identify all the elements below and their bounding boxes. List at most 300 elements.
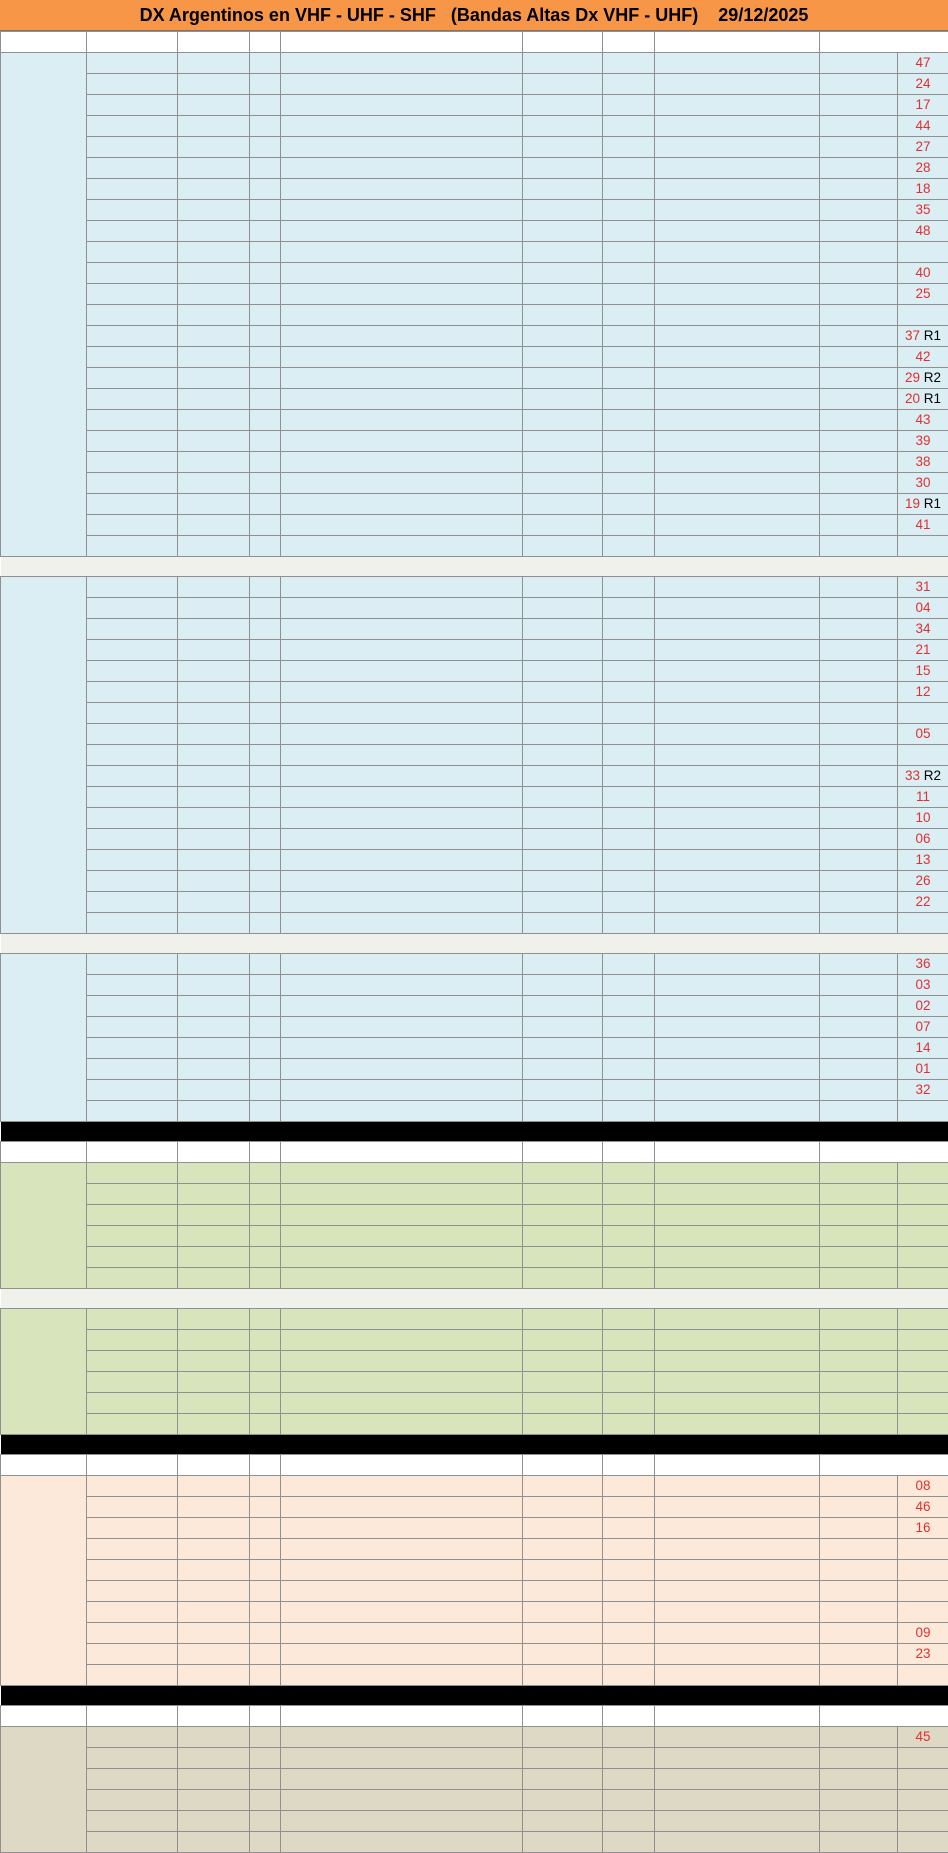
presentation-number-cell (898, 640, 948, 661)
table-row (1, 1351, 948, 1372)
date-cell (523, 577, 603, 598)
column-header (250, 1455, 281, 1476)
distance-cell (178, 116, 250, 137)
mode-cell (87, 1247, 178, 1268)
presentation-number-cell (898, 179, 948, 200)
table-row (1, 661, 948, 682)
mode-cell (87, 221, 178, 242)
date-cell (523, 368, 603, 389)
presentation-number: 09 (915, 1625, 930, 1640)
empty-cell (281, 745, 523, 766)
blank-row (1, 1268, 948, 1289)
number-cell (250, 473, 281, 494)
presentation-number-cell (898, 473, 948, 494)
qso-cell (281, 1080, 523, 1101)
column-header (655, 1142, 820, 1163)
number-cell (250, 892, 281, 913)
empty-cell (250, 1665, 281, 1686)
date-cell (523, 137, 603, 158)
empty-cell (655, 913, 820, 934)
qsl-cell (603, 263, 655, 284)
presentation-number: 04 (915, 600, 930, 615)
qso-cell (281, 1205, 523, 1226)
mode-cell (87, 116, 178, 137)
empty-cell (87, 536, 178, 557)
column-header (820, 1142, 948, 1163)
empty-cell (898, 1539, 948, 1560)
group-divider (1, 557, 948, 577)
empty-cell (178, 1748, 250, 1769)
empty-cell (250, 305, 281, 326)
empty-cell (603, 913, 655, 934)
table-row (1, 410, 948, 431)
empty-cell (281, 1268, 523, 1289)
qso-cell (281, 682, 523, 703)
presentation-number: 18 (915, 181, 930, 196)
distance-cell (178, 137, 250, 158)
presentation-number-cell (898, 200, 948, 221)
date-cell (523, 1476, 603, 1497)
info-cell (655, 368, 820, 389)
number-cell (250, 1560, 281, 1581)
empty-cell (178, 242, 250, 263)
date-cell (523, 1205, 603, 1226)
empty-cell (523, 536, 603, 557)
empty-cell (87, 1790, 178, 1811)
date-cell (523, 53, 603, 74)
empty-cell (523, 1268, 603, 1289)
empty-cell (603, 1748, 655, 1769)
date-cell (523, 682, 603, 703)
presentation-date-cell (820, 1247, 898, 1268)
qsl-cell (603, 1581, 655, 1602)
empty-cell (523, 1330, 603, 1351)
qsl-cell (603, 598, 655, 619)
empty-cell (87, 1226, 178, 1247)
date-cell (523, 1080, 603, 1101)
distance-cell (178, 410, 250, 431)
mode-cell (87, 179, 178, 200)
mode-cell (87, 1497, 178, 1518)
empty-cell (655, 1372, 820, 1393)
qsl-cell (603, 829, 655, 850)
presentation-date-cell (820, 1623, 898, 1644)
qsl-cell (603, 1163, 655, 1184)
table-row (1, 473, 948, 494)
number-cell (250, 640, 281, 661)
column-header (820, 32, 948, 53)
empty-cell (898, 1832, 948, 1853)
date-cell (523, 1623, 603, 1644)
empty-cell (178, 1184, 250, 1205)
info-cell (655, 598, 820, 619)
presentation-number: 39 (915, 433, 930, 448)
info-cell (655, 431, 820, 452)
empty-cell (87, 242, 178, 263)
distance-cell (178, 1476, 250, 1497)
table-row (1, 640, 948, 661)
blank-row (1, 1602, 948, 1623)
empty-cell (281, 913, 523, 934)
presentation-date-cell (820, 1080, 898, 1101)
empty-cell (87, 1665, 178, 1686)
mode-cell (87, 95, 178, 116)
empty-cell (655, 536, 820, 557)
empty-cell (250, 1330, 281, 1351)
empty-cell (523, 1372, 603, 1393)
presentation-number-cell (898, 95, 948, 116)
mode-cell (87, 452, 178, 473)
table-row (1, 1560, 948, 1581)
qso-cell (281, 53, 523, 74)
number-cell (250, 850, 281, 871)
column-header (523, 1706, 603, 1727)
qso-cell (281, 1059, 523, 1080)
empty-cell (250, 1226, 281, 1247)
info-cell (655, 871, 820, 892)
qsl-cell (603, 808, 655, 829)
empty-cell (178, 1832, 250, 1853)
empty-cell (820, 1602, 898, 1623)
qso-cell (281, 200, 523, 221)
date-cell (523, 871, 603, 892)
qsl-cell (603, 452, 655, 473)
qsl-cell (603, 1309, 655, 1330)
distance-cell (178, 577, 250, 598)
date-cell (523, 1811, 603, 1832)
date-cell (523, 850, 603, 871)
info-cell (655, 1811, 820, 1832)
band-label (1, 32, 87, 53)
band-header-row (1, 1455, 948, 1476)
mode-cell (87, 892, 178, 913)
table-row (1, 1497, 948, 1518)
number-cell (250, 95, 281, 116)
empty-cell (87, 913, 178, 934)
table-row (1, 996, 948, 1017)
number-cell (250, 410, 281, 431)
empty-cell (603, 1101, 655, 1122)
mode-cell (87, 1518, 178, 1539)
column-header (281, 1455, 523, 1476)
empty-cell (178, 1414, 250, 1435)
number-cell (250, 766, 281, 787)
mode-cell (87, 410, 178, 431)
info-cell (655, 996, 820, 1017)
info-cell (655, 1393, 820, 1414)
presentation-number-cell (898, 1351, 948, 1372)
distance-cell (178, 53, 250, 74)
presentation-number: 37 (905, 328, 920, 343)
date-cell (523, 515, 603, 536)
date-cell (523, 326, 603, 347)
group-label (1, 53, 87, 557)
table-row (1, 74, 948, 95)
blank-row (1, 1748, 948, 1769)
presentation-number: 20 (905, 391, 920, 406)
qso-cell (281, 1476, 523, 1497)
date-cell (523, 1560, 603, 1581)
group-label (1, 577, 87, 934)
date-cell (523, 1309, 603, 1330)
distance-cell (178, 1769, 250, 1790)
band-divider (1, 1686, 948, 1706)
presentation-number-cell (898, 515, 948, 536)
qsl-cell (603, 368, 655, 389)
qso-cell (281, 347, 523, 368)
presentation-number-cell (898, 431, 948, 452)
distance-cell (178, 221, 250, 242)
date-cell (523, 158, 603, 179)
mode-cell (87, 996, 178, 1017)
qsl-cell (603, 137, 655, 158)
table-row (1, 1205, 948, 1226)
column-header (655, 32, 820, 53)
info-cell (655, 347, 820, 368)
number-cell (250, 1393, 281, 1414)
info-cell (655, 661, 820, 682)
number-cell (250, 808, 281, 829)
qsl-cell (603, 1644, 655, 1665)
presentation-date-cell (820, 452, 898, 473)
presentation-number: 02 (915, 998, 930, 1013)
date-cell (523, 1038, 603, 1059)
distance-cell (178, 326, 250, 347)
group-label (1, 1163, 87, 1289)
empty-cell (87, 745, 178, 766)
table-row (1, 452, 948, 473)
empty-cell (281, 703, 523, 724)
qso-cell (281, 1393, 523, 1414)
empty-cell (655, 1665, 820, 1686)
column-header (655, 1706, 820, 1727)
empty-cell (523, 1790, 603, 1811)
presentation-number: 41 (915, 517, 930, 532)
column-header (87, 1142, 178, 1163)
presentation-number: 36 (915, 956, 930, 971)
info-cell (655, 473, 820, 494)
number-cell (250, 661, 281, 682)
presentation-number: 43 (915, 412, 930, 427)
mode-cell (87, 1623, 178, 1644)
column-header (281, 1142, 523, 1163)
presentation-number-cell (898, 1017, 948, 1038)
blank-row (1, 1101, 948, 1122)
presentation-number-cell (898, 871, 948, 892)
presentation-date-cell (820, 1309, 898, 1330)
presentation-number: 35 (915, 202, 930, 217)
qsl-cell (603, 1017, 655, 1038)
qso-cell (281, 975, 523, 996)
presentation-number-cell (898, 766, 948, 787)
empty-cell (898, 1372, 948, 1393)
blank-row (1, 305, 948, 326)
date-cell (523, 95, 603, 116)
empty-cell (178, 536, 250, 557)
qso-cell (281, 724, 523, 745)
empty-cell (898, 1268, 948, 1289)
info-cell (655, 1644, 820, 1665)
mode-cell (87, 158, 178, 179)
info-cell (655, 494, 820, 515)
presentation-number: 10 (915, 810, 930, 825)
empty-cell (898, 1226, 948, 1247)
presentation-date-cell (820, 179, 898, 200)
presentation-number-cell (898, 1247, 948, 1268)
empty-cell (523, 1226, 603, 1247)
info-cell (655, 389, 820, 410)
presentation-date-cell (820, 221, 898, 242)
qso-cell (281, 263, 523, 284)
qsl-cell (603, 1059, 655, 1080)
qso-cell (281, 640, 523, 661)
number-cell (250, 116, 281, 137)
info-cell (655, 95, 820, 116)
empty-cell (898, 703, 948, 724)
table-row (1, 494, 948, 515)
table-row (1, 389, 948, 410)
date-cell (523, 1017, 603, 1038)
table-row (1, 515, 948, 536)
qso-cell (281, 1351, 523, 1372)
table-row (1, 577, 948, 598)
table-row (1, 1644, 948, 1665)
record-tag: R1 (924, 391, 941, 406)
column-header (281, 32, 523, 53)
presentation-number: 13 (915, 852, 930, 867)
number-cell (250, 1623, 281, 1644)
presentation-number-cell (898, 724, 948, 745)
presentation-number: 30 (915, 475, 930, 490)
presentation-date-cell (820, 1560, 898, 1581)
presentation-number-cell (898, 1393, 948, 1414)
table-row (1, 808, 948, 829)
qsl-cell (603, 431, 655, 452)
empty-cell (603, 745, 655, 766)
table-row (1, 682, 948, 703)
column-header (87, 1706, 178, 1727)
blank-row (1, 1414, 948, 1435)
blank-row (1, 913, 948, 934)
empty-cell (603, 1330, 655, 1351)
column-header (87, 32, 178, 53)
column-header (281, 1706, 523, 1727)
number-cell (250, 1163, 281, 1184)
presentation-number: 11 (916, 789, 930, 804)
blank-row (1, 1539, 948, 1560)
presentation-number-cell (898, 1205, 948, 1226)
info-cell (655, 53, 820, 74)
group-label (1, 1309, 87, 1435)
presentation-number: 45 (915, 1729, 930, 1744)
presentation-date-cell (820, 1351, 898, 1372)
qsl-cell (603, 619, 655, 640)
qsl-cell (603, 53, 655, 74)
number-cell (250, 954, 281, 975)
date-cell (523, 1497, 603, 1518)
empty-cell (603, 1602, 655, 1623)
empty-cell (603, 1226, 655, 1247)
empty-cell (603, 1268, 655, 1289)
number-cell (250, 53, 281, 74)
qsl-cell (603, 1727, 655, 1748)
number-cell (250, 871, 281, 892)
qso-cell (281, 1309, 523, 1330)
info-cell (655, 137, 820, 158)
distance-cell (178, 1309, 250, 1330)
table-row (1, 1163, 948, 1184)
date-cell (523, 200, 603, 221)
mode-cell (87, 494, 178, 515)
distance-cell (178, 892, 250, 913)
empty-cell (898, 913, 948, 934)
presentation-number-cell (898, 284, 948, 305)
number-cell (250, 975, 281, 996)
qsl-cell (603, 221, 655, 242)
info-cell (655, 1623, 820, 1644)
mode-cell (87, 347, 178, 368)
number-cell (250, 494, 281, 515)
mode-cell (87, 766, 178, 787)
distance-cell (178, 1497, 250, 1518)
number-cell (250, 577, 281, 598)
qso-cell (281, 431, 523, 452)
qso-cell (281, 598, 523, 619)
presentation-number: 27 (915, 139, 930, 154)
date-cell (523, 221, 603, 242)
empty-cell (281, 1748, 523, 1769)
qso-cell (281, 284, 523, 305)
qso-cell (281, 515, 523, 536)
qsl-cell (603, 1393, 655, 1414)
presentation-date-cell (820, 1497, 898, 1518)
info-cell (655, 1038, 820, 1059)
distance-cell (178, 808, 250, 829)
table-row (1, 53, 948, 74)
qso-cell (281, 494, 523, 515)
number-cell (250, 1727, 281, 1748)
number-cell (250, 137, 281, 158)
qsl-cell (603, 1518, 655, 1539)
info-cell (655, 410, 820, 431)
presentation-date-cell (820, 871, 898, 892)
empty-cell (898, 1665, 948, 1686)
presentation-number-cell (898, 158, 948, 179)
presentation-number: 14 (915, 1040, 930, 1055)
qso-cell (281, 410, 523, 431)
info-cell (655, 515, 820, 536)
table-row (1, 892, 948, 913)
mode-cell (87, 1393, 178, 1414)
date-cell (523, 284, 603, 305)
presentation-number-cell (898, 1727, 948, 1748)
number-cell (250, 1769, 281, 1790)
mode-cell (87, 200, 178, 221)
presentation-number: 03 (915, 977, 930, 992)
mode-cell (87, 1038, 178, 1059)
presentation-number: 42 (915, 349, 930, 364)
date-cell (523, 640, 603, 661)
qsl-cell (603, 1038, 655, 1059)
info-cell (655, 1769, 820, 1790)
mode-cell (87, 1644, 178, 1665)
distance-cell (178, 975, 250, 996)
empty-cell (250, 536, 281, 557)
empty-cell (281, 1101, 523, 1122)
qso-cell (281, 1163, 523, 1184)
number-cell (250, 368, 281, 389)
empty-cell (603, 1832, 655, 1853)
